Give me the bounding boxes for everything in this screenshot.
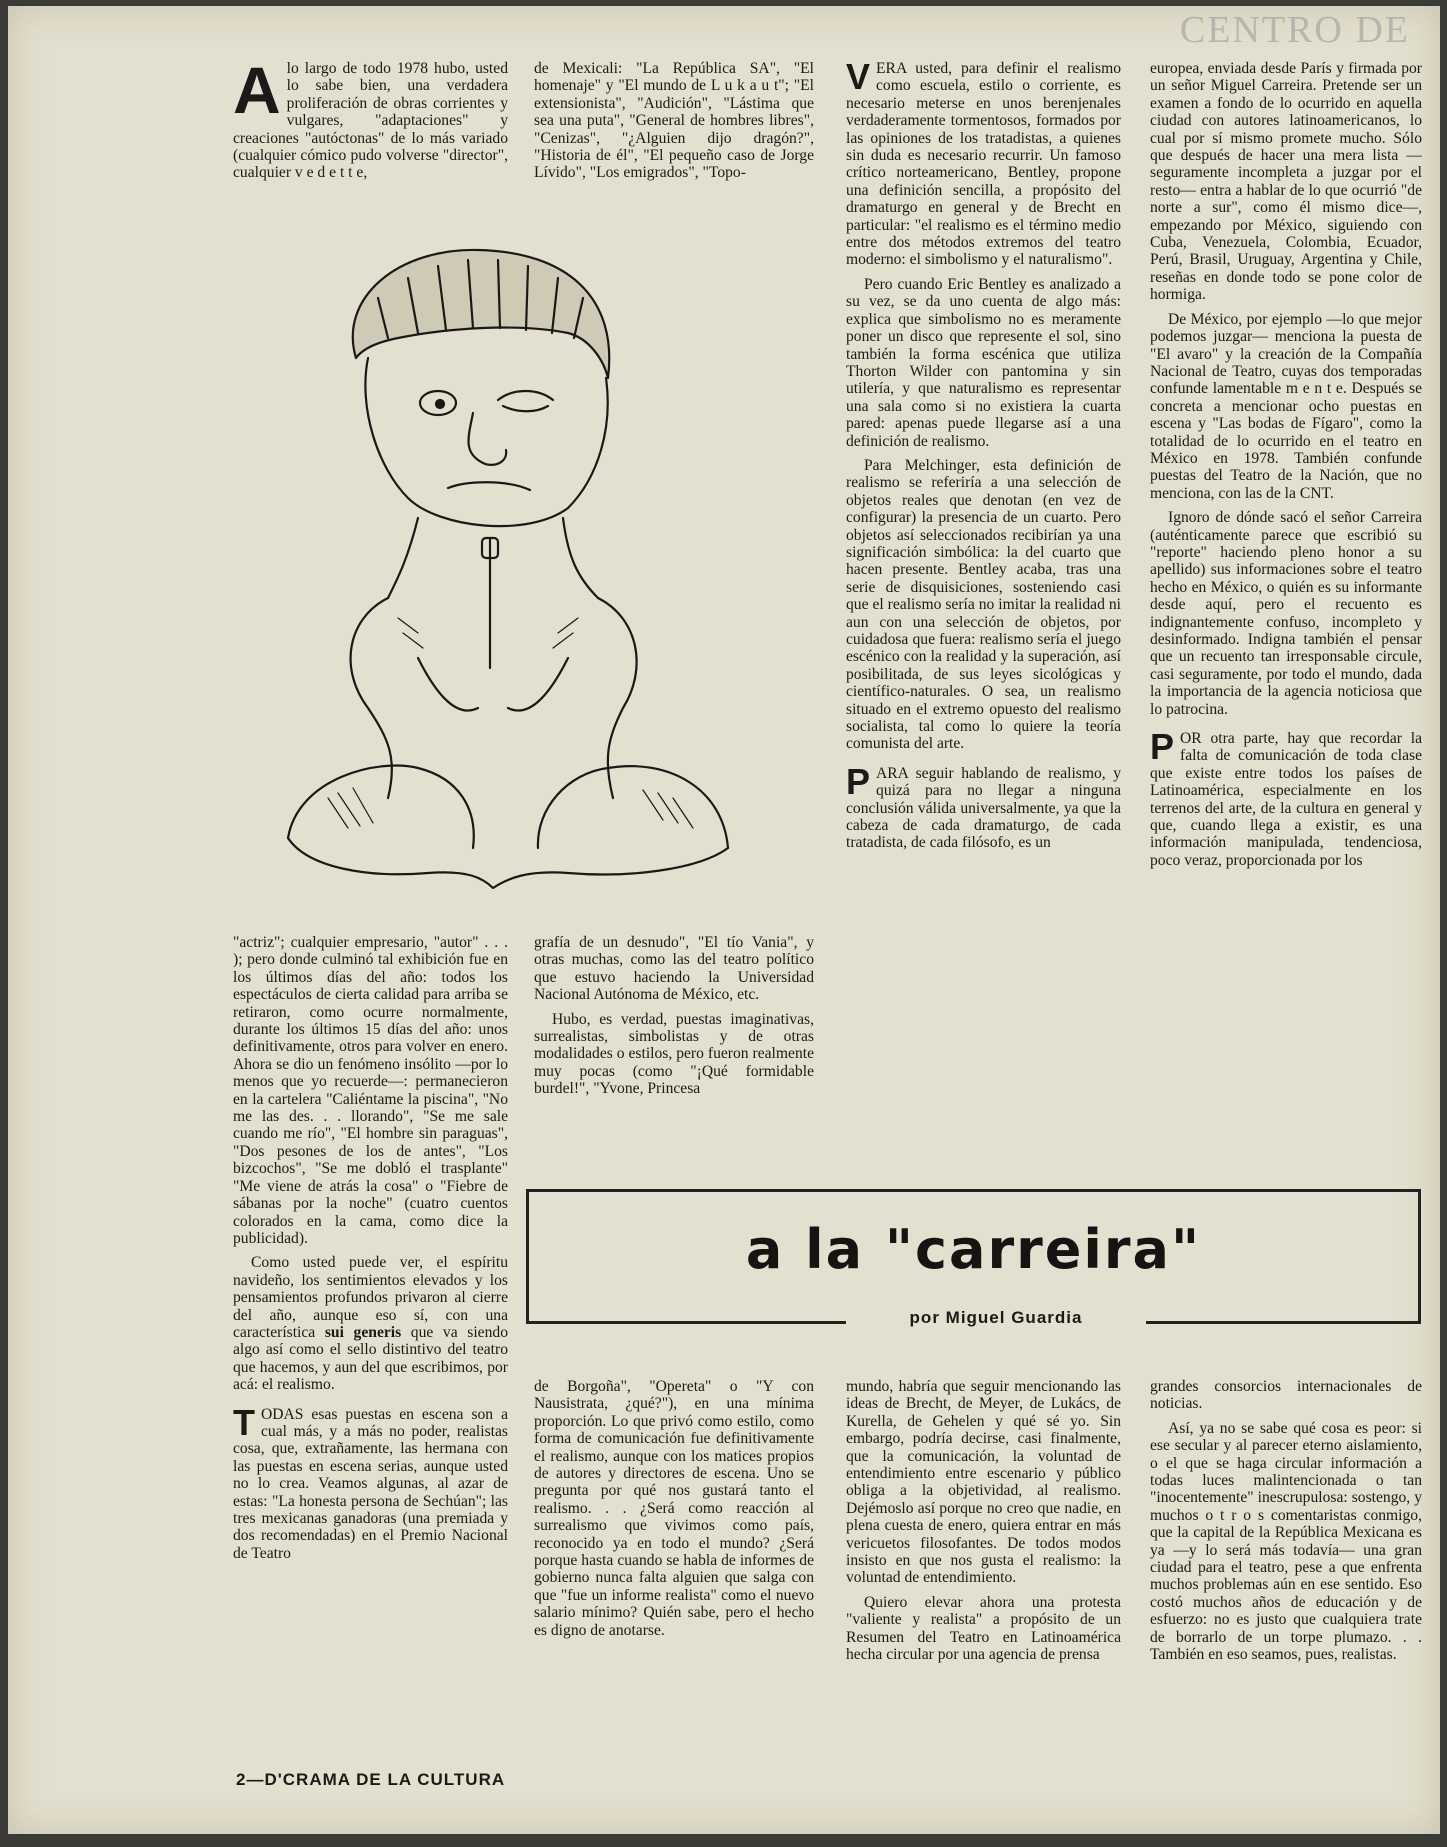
column-1-middle — [233, 934, 508, 1569]
paragraph-text: Como usted puede ver, el espíritu navideño, los sentimientos elevados y los pensamientos profundos privaron al cierre del año, aunque eso sí, con una característica — [233, 1254, 508, 1341]
paragraph — [233, 1401, 508, 1563]
paragraph-text: ERA usted, para definir el realismo como escuela, estilo o corriente, es necesario meterse en unos berenjenales verdaderamente tormentosos, formados por las opiniones de los tratadistas, a quienes sin duda es necesario recurrir. Un famoso crítico norteamericano, Bentley, propone una definición sencilla, a propósito del dramaturgo en general y de Brecht en particular: "el realismo es el término medio entre dos métodos extremos del teatro moderno: el simbolismo y el naturalismo". — [846, 60, 1121, 269]
drop-cap: P — [1150, 726, 1175, 768]
emphasis-text: sui generis — [324, 1323, 402, 1341]
paragraph: europea, enviada desde París y firmada por un señor Miguel Carreira. Pretende ser un examen a fondo de lo ocurrido en aquella ciudad con autores latinoamericanos, lo cual por sí mismo promete mucho. Sólo que después de hacer una mera lista —seguramente incompleta a juzgar por el resto— entra a hablar de lo que ocurrió "de norte a sur", como él mismo dice—, empezando por México, siguiendo con Cuba, Venezuela, Colombia, Ecuador, Perú, Brasil, Uruguay, Argentina y Chile, reseñas en donde todo se pone color de hormiga. — [1150, 60, 1422, 304]
paragraph — [846, 56, 1121, 269]
paragraph: grandes consorcios internacionales de noticias. — [1150, 1378, 1422, 1413]
drop-cap: V — [846, 56, 871, 97]
paragraph: de Mexicali: "La República SA", "El homenaje" y "El mundo de L u k a u t"; "El extensionista", "Audición", "Lástima que sea una puta", "General de hombres libres", "Cenizas", "¿Alguien dijo dragón?", "Historia de él", "El pequeño caso de Jorge Lívido", "Los emigrados", "Topo- — [534, 60, 814, 182]
paragraph-text: ODAS esas puestas en escena son a cual más, y a más no poder, realistas cosa, que, extrañamente, las hermana con las puestas en escena serias, aunque usted no lo crea. Veamos algunas, al azar de estas: "La honesta persona de Sechúan"; las tres mexicanas ganadoras (una premiada y dos recomendadas) en el Premio Nacional de Teatro — [233, 1405, 508, 1562]
paragraph: Pero cuando Eric Bentley es analizado a su vez, se da uno cuenta de algo más: explica que simbolismo no es meramente poner un disco que represente el sol, sino también la forma escénica que utiliza Thorton Wilder con pantomina y sin utilería, y que naturalismo es representar una sala como si no existiera la cuarta pared: apenas puede llegarse así a una definición de realismo. — [846, 275, 1121, 450]
paragraph: de Borgoña", "Opereta" o "Y con Nausistrata, ¿qué?"), en una mínima proporción. Lo que privó como estilo, como forma de comunicación fue definitivamente el realismo, aunque con los matices propios de autores y directores de escena. Uno se pregunta por qué nos gustará tanto el realismo. . . ¿Será como reacción al surrealismo que vivimos como país, reconocido ya en todo el mundo? ¿Será porque hasta cuando se habla de informes de gobierno nunca falta alguien que salga con que "fue un informe realista" como el nuevo salario mínimo? Quién sabe, pero el hecho es digno de anotarse. — [534, 1378, 814, 1639]
paragraph: De México, por ejemplo —lo que mejor podemos juzgar— menciona la puesta de "El avaro" y la creación de la Compañía Nacional de Teatro, cuyas dos temporadas confunde lamentable m e n t e. Después se concreta a mencionar ocho puestas en escena y "Las bodas de Fígaro", como la totalidad de lo ocurrido en el teatro en México en 1978. También confunde puestas del Teatro de la Nación, que no menciona, con las de la CNT. — [1150, 310, 1422, 502]
column-2-middle — [534, 934, 814, 1105]
paragraph: Así, ya no se sabe qué cosa es peor: si ese secular y al parecer eterno aislamiento, o el que se haga circular información a todas luces malintencionada o tan "inocentemente" inescrupulosa: sostengo, y muchos o t r o s comentaristas conmigo, que la capital de la República Mexicana es ya —y lo será más todavía— una gran ciudad para el teatro, pese a que enfrenta muchos problemas aún en ese sentido. Eso costó muchos años de educación y de esfuerzo: no es justo que cualquiera trate de borrarlo de un torpe plumazo. . . También en eso seamos, pues, realistas. — [1150, 1419, 1422, 1664]
paragraph: Hubo, es verdad, puestas imaginativas, surrealistas, simbolistas y de otras modalidades o estilos, pero fueron realmente muy pocas (como "¡Qué formidable burdel!", "Yvone, Princesa — [534, 1010, 814, 1098]
paragraph: Quiero elevar ahora una protesta "valiente y realista" a propósito de un Resumen del Teatro en Latinoamérica hecha circular por una agencia de prensa — [846, 1593, 1121, 1664]
column-4-lower — [1150, 1378, 1422, 1671]
paragraph-text: lo largo de todo 1978 hubo, usted lo sabe bien, una verdadera proliferación de obras corrientes y vulgares, "adaptaciones" y creaciones "autóctonas" de lo más variado (cualquier cómico pudo volverse "director", cualquier v e d e t t e, — [233, 60, 508, 182]
caricature-drawing-icon — [268, 238, 746, 898]
paragraph: Ignoro de dónde sacó el señor Carreira (auténticamente parece que escribió su "reporte" haciendo pleno honor a su apellido) sus informaciones sobre el teatro hecho en México, o quién es su informante desde aquí, pero el recuento es indignantemente confuso, incompleto y desinformado. Indigna también el pensar que un recuento tan irresponsable circule, casi seguramente, por todo el mundo, dada la importancia de la agencia noticiosa que lo patrocina. — [1150, 509, 1422, 718]
column-3-upper — [846, 56, 1121, 859]
article-title: a la "carreira" — [745, 1218, 1202, 1281]
drop-cap: T — [233, 1401, 255, 1443]
drop-cap: A — [233, 53, 281, 127]
paragraph: grafía de un desnudo", "El tío Vania", y otras muchas, como las del teatro político que estuvo haciendo la Universidad Nacional Autónoma de México, etc. — [534, 934, 814, 1004]
paragraph — [233, 1254, 508, 1393]
paragraph — [233, 53, 508, 182]
paragraph: mundo, habría que seguir mencionando las ideas de Brecht, de Meyer, de Lukács, de Kurella, de Gehelen y qué sé yo. Sin embargo, podría decirse, casi finalmente, que la comunicación, la voluntad de entendimiento entre escenario y público obliga a la objetividad, al realismo. Dejémoslo así porque no creo que nadie, en plena cuesta de enero, quiera entrar en más vericuetos filosofantes. De todos modos insisto en que nos gusta el realismo: la voluntad de entendimiento. — [846, 1378, 1121, 1587]
paragraph: Para Melchinger, esta definición de realismo se referiría a una selección de objetos reales que denotan (en vez de configurar) la presencia de un cuarto. Pero objetos así seleccionados recibirían ya una significación simbólica: la del cuarto que hacen presente. Bentley acaba, tras una serie de disquisiciones, sosteniendo casi que el realismo sería no imitar la realidad ni aun con una selección de objetos, por cuidadosa que fuera: realismo sería el juego escénico con la realidad y la superación, así posibilitada, de sus leyes sicológicas y científico-naturales. O sea, un realismo situado en el extremo opuesto del realismo socialista, tal como lo quiere la teoría comunista del arte. — [846, 456, 1121, 753]
paragraph-text: que va siendo algo así como el sello distintivo del teatro que hacemos, y aun del que escribimos, por acá: el realismo. — [233, 1323, 508, 1394]
column-3-lower — [846, 1378, 1121, 1671]
paragraph-text: OR otra parte, hay que recordar la falta de comunicación de toda clase que existe entre todos los países de Latinoamérica, especialmente en los terrenos del arte, de la cultura en general y que, cuando llega a existir, es una información manipulada, tendenciosa, poco veraz, proporcionada por los — [1150, 730, 1422, 869]
headline-box — [526, 1189, 1421, 1324]
column-2-lower — [534, 1378, 814, 1646]
column-2-upper — [534, 60, 814, 189]
archive-stamp: CENTRO DE — [1179, 9, 1410, 51]
article-byline: por Miguel Guardia — [909, 1308, 1083, 1327]
paragraph: "actriz"; cualquier empresario, "autor" . . . ); pero donde culminó tal exhibición fue en los últimos días del año: todos los espectáculos de cierta calidad para arriba se retiraron, como ocurre normalmente, durante los últimos 15 días del año: unos definitivamente, otros para volver en enero. Ahora se dio un fenómeno insólito —por lo menos que yo recuerde—: permanecieron en la cartelera "Caliéntame la piscina", "No me las des. . . llorando", "Se me sale cuando me río", "El hombre sin paraguas", "Dos pesones de los de antes", "Los bizcochos", "Se me dobló el trasplante" "Me viene de atrás la cosa" o "Fiebre de sábanas por la noche" (cuatro cuentos colorados en la cama, como dice la publicidad). — [233, 934, 508, 1247]
paragraph — [1150, 726, 1422, 869]
drop-cap: P — [846, 760, 871, 802]
paragraph-text: ARA seguir hablando de realismo, y quizá para no llegar a ninguna conclusión válida universalmente, ya que la cabeza de cada dramaturgo, de cada tratadista, de cada filósofo, es un — [846, 764, 1121, 852]
column-1-upper — [233, 53, 508, 189]
newspaper-page — [8, 6, 1440, 1834]
page-footer: 2—D'CRAMA DE LA CULTURA — [236, 1770, 506, 1789]
paragraph — [846, 760, 1121, 852]
column-4-upper — [1150, 60, 1422, 876]
